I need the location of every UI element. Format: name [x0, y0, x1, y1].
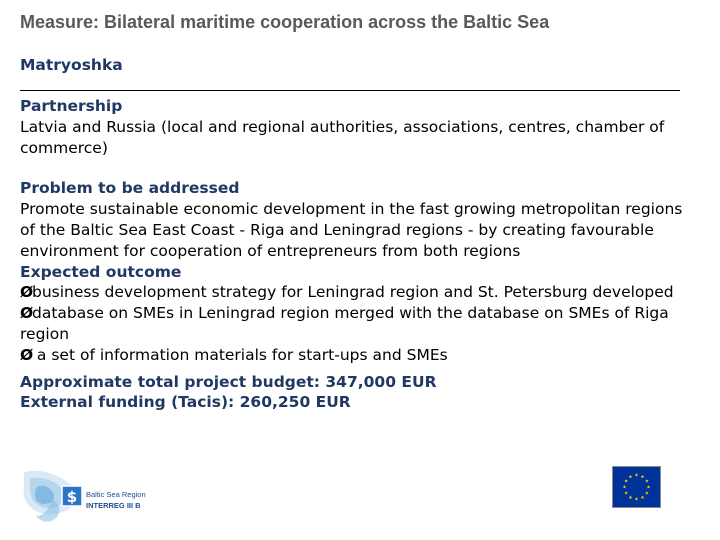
problem-heading: Problem to be addressed [20, 179, 240, 198]
partnership-text: Latvia and Russia (local and regional authorities, associations, centres, chamber of commerce) [20, 117, 665, 157]
external-funding: External funding (Tacis): 260,250 EUR [20, 393, 351, 412]
slide-title: Measure: Bilateral maritime cooperation across the Baltic Sea [20, 12, 550, 32]
arrow-bullet-icon: Ø [20, 283, 34, 302]
programme-name-line1: Baltic Sea Region [86, 490, 146, 499]
content-body [20, 96, 695, 413]
arrow-bullet-icon: Ø [20, 304, 34, 323]
outcome-item [20, 282, 695, 303]
outcome-heading: Expected outcome [20, 262, 182, 281]
project-name: Matryoshka [20, 56, 123, 74]
partnership-heading: Partnership [20, 97, 123, 115]
spacer [20, 158, 695, 178]
outcome-item-text: business development strategy for Leningrad region and St. Petersburg developed [32, 283, 674, 302]
programme-name-line2: INTERREG III B [86, 501, 141, 510]
outcome-item [20, 345, 695, 366]
total-budget: Approximate total project budget: 347,000 EUR [20, 372, 437, 391]
baltic-sea-region-logo-icon [18, 468, 168, 528]
svg-text:$: $ [66, 488, 78, 506]
title-divider [20, 90, 680, 91]
outcome-item-text: database on SMEs in Leningrad region merged with the database on SMEs of Riga region [20, 304, 669, 343]
eu-flag-icon [613, 467, 660, 507]
arrow-bullet-icon: Ø [20, 345, 34, 364]
outcome-item [20, 303, 695, 345]
problem-text: Promote sustainable economic development in the fast growing metropolitan regions of the Baltic Sea East Coast - Riga and Leningrad regions - by creating favourable environment for cooperation of entrepreneurs from both regions [20, 200, 683, 260]
outcome-item-text: a set of information materials for start-ups and SMEs [32, 345, 448, 364]
